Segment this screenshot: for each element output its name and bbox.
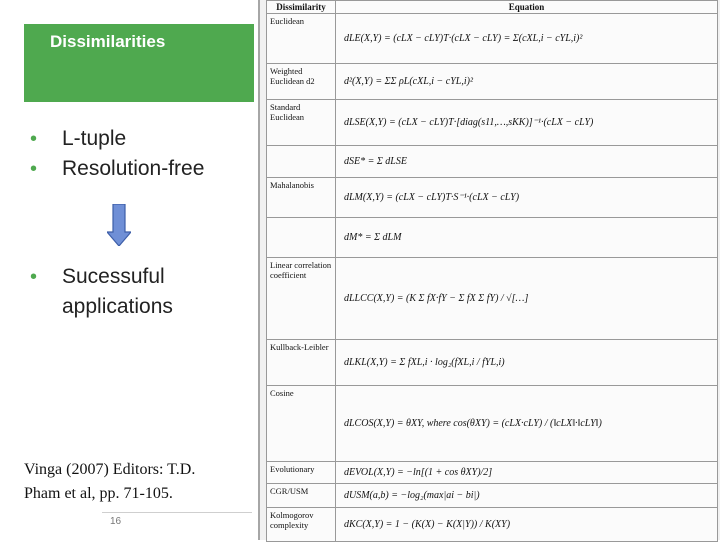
table-row <box>267 146 718 178</box>
table-row <box>267 484 718 508</box>
row-name: Evolutionary <box>267 462 336 484</box>
row-equation: dKC(X,Y) = 1 − (K(X) − K(X|Y)) / K(XY) <box>336 508 718 542</box>
bullet-text: Resolution-free <box>62 157 205 180</box>
citation <box>24 458 254 506</box>
bullet-list <box>30 124 260 184</box>
row-equation: dSE* = Σ dLSE <box>336 146 718 178</box>
bullet-list-2 <box>30 262 260 322</box>
bullet-dot-icon: • <box>30 128 38 150</box>
footer-divider <box>102 512 252 513</box>
bullet-dot-icon: • <box>30 158 38 180</box>
row-name: Kullback-Leibler <box>267 340 336 386</box>
page-number: 16 <box>110 516 122 527</box>
row-equation: dLM(X,Y) = (cLX − cLY)T·S⁻¹·(cLX − cLY) <box>336 178 718 218</box>
bullet-text: L-tuple <box>62 127 127 150</box>
equation-table-panel <box>258 0 720 540</box>
table-row <box>267 100 718 146</box>
panel-edge <box>258 0 260 540</box>
table-row <box>267 340 718 386</box>
bullet-text: Sucessuful applications <box>62 265 173 318</box>
table-header-row <box>267 1 718 14</box>
table-row <box>267 508 718 542</box>
bullet-item <box>30 124 260 154</box>
header-equation: Equation <box>336 1 718 14</box>
bullet-dot-icon: • <box>30 266 38 288</box>
row-name: Kolmogorov complexity <box>267 508 336 542</box>
bullet-item <box>30 154 260 184</box>
row-name <box>267 146 336 178</box>
row-name: Weighted Euclidean d2 <box>267 64 336 100</box>
row-equation: dLE(X,Y) = (cLX − cLY)T·(cLX − cLY) = Σ(cXL,i − cYL,i)² <box>336 14 718 64</box>
row-equation: dLLCC(X,Y) = (K Σ fX·fY − Σ fX Σ fY) / √[…] <box>336 258 718 340</box>
table-row <box>267 258 718 340</box>
citation-line: Pham et al, pp. 71-105. <box>24 485 173 502</box>
table-row <box>267 14 718 64</box>
row-name: Standard Euclidean <box>267 100 336 146</box>
row-equation: dLSE(X,Y) = (cLX − cLY)T·[diag(s11,…,sKK)]⁻¹·(cLX − cLY) <box>336 100 718 146</box>
row-equation: dUSM(a,b) = −log₂(max|ai − bi|) <box>336 484 718 508</box>
title-box <box>24 24 254 102</box>
row-equation: dM* = Σ dLM <box>336 218 718 258</box>
row-name: Linear correlation coefficient <box>267 258 336 340</box>
table-row <box>267 462 718 484</box>
slide-title: Dissimilarities <box>50 32 166 51</box>
table-row <box>267 218 718 258</box>
dissimilarity-table <box>266 0 718 542</box>
row-name <box>267 218 336 258</box>
down-arrow-icon <box>107 204 131 246</box>
table-row <box>267 64 718 100</box>
row-equation: dLCOS(X,Y) = θXY, where cos(θXY) = (cLX·cLY) / (‖cLX‖·‖cLY‖) <box>336 386 718 462</box>
row-equation: d²(X,Y) = ΣΣ ρL(cXL,i − cYL,i)² <box>336 64 718 100</box>
row-name: CGR/USM <box>267 484 336 508</box>
bullet-item <box>30 262 260 322</box>
header-dissimilarity: Dissimilarity <box>267 1 336 14</box>
row-equation: dLKL(X,Y) = Σ fXL,i · log₂(fXL,i / fYL,i) <box>336 340 718 386</box>
row-name: Mahalanobis <box>267 178 336 218</box>
row-equation: dEVOL(X,Y) = −ln[(1 + cos θXY)/2] <box>336 462 718 484</box>
row-name: Cosine <box>267 386 336 462</box>
table-row <box>267 178 718 218</box>
row-name: Euclidean <box>267 14 336 64</box>
table-row <box>267 386 718 462</box>
citation-line: Vinga (2007) Editors: T.D. <box>24 461 196 478</box>
